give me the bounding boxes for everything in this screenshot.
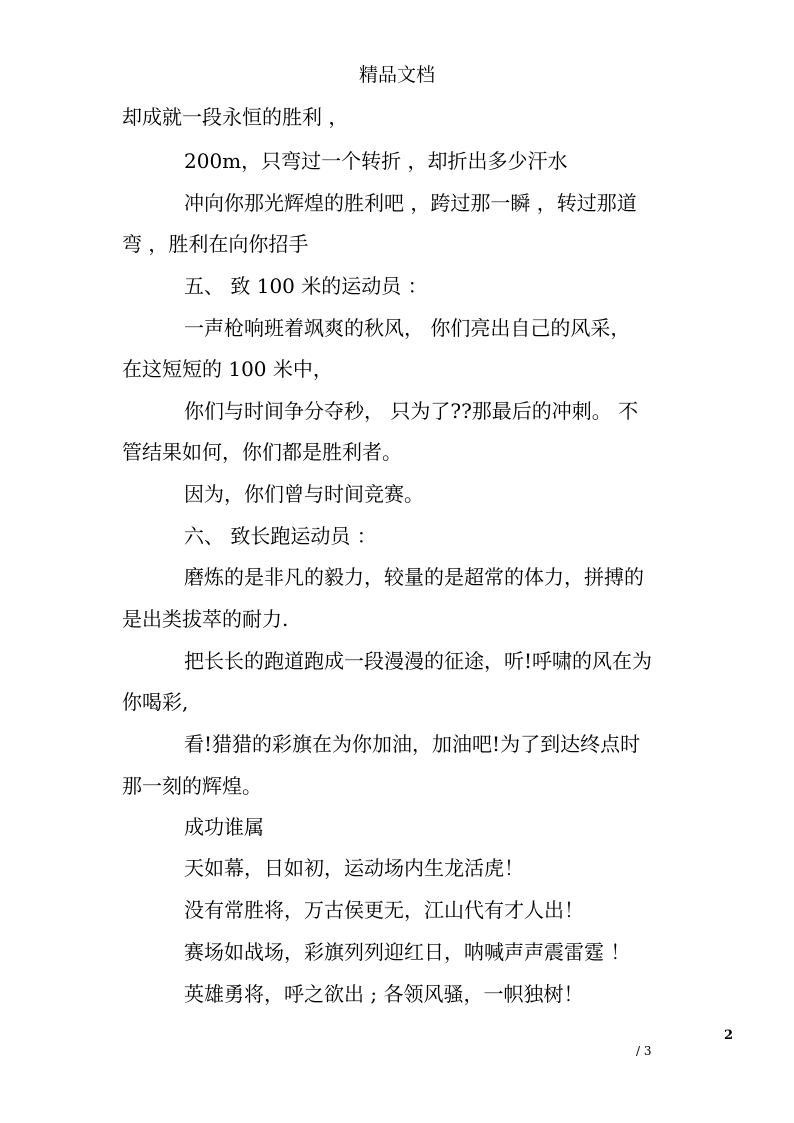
text-line: 在这短短的 100 米中， bbox=[122, 357, 333, 381]
text-line: 管结果如何，你们都是胜利者。 bbox=[122, 440, 402, 464]
text-line: 弯 ，胜利在向你招手 bbox=[122, 232, 309, 256]
section-heading: 五、 致 100 米的运动员 ： bbox=[184, 274, 428, 298]
text-line: 磨炼的是非凡的毅力，较量的是超常的体力，拼搏的 bbox=[184, 565, 644, 589]
poem-line: 英雄勇将，呼之欲出 ; 各领风骚，一帜独树！ bbox=[184, 982, 584, 1006]
page-number: 2 bbox=[724, 1028, 734, 1043]
page-total: / 3 bbox=[636, 1044, 652, 1058]
text-line: 却成就一段永恒的胜利 ， bbox=[122, 105, 349, 129]
text-line: 你喝彩, bbox=[122, 690, 189, 714]
poem-title: 成功谁属 bbox=[184, 815, 264, 839]
text-line: 冲向你那光辉煌的胜利吧 ，跨过那一瞬 ，转过那道 bbox=[184, 191, 637, 215]
text-line: 一声枪响班着飒爽的秋风， 你们亮出自己的风采， bbox=[184, 316, 631, 340]
text-line: 那一刻的辉煌。 bbox=[122, 774, 262, 798]
text-line: 是出类拔萃的耐力. bbox=[122, 607, 289, 631]
text-line: 把长长的跑道跑成一段漫漫的征途，听!呼啸的风在为 bbox=[184, 649, 653, 673]
text-line: 看!猎猎的彩旗在为你加油，加油吧!为了到达终点时 bbox=[184, 732, 641, 756]
document-header: 精品文档 bbox=[358, 64, 435, 86]
poem-line: 没有常胜将，万古侯更无，江山代有才人出！ bbox=[184, 898, 584, 922]
text-line: 200m，只弯过一个转折 ，却折出多少汗水 bbox=[184, 149, 568, 173]
section-heading: 六、 致长跑运动员 ： bbox=[184, 524, 377, 548]
text-line: 你们与时间争分夺秒， 只为了??那最后的冲刺。 不 bbox=[184, 399, 639, 423]
text-line: 因为，你们曾与时间竞赛。 bbox=[184, 482, 424, 506]
poem-line: 天如幕，日如初，运动场内生龙活虎！ bbox=[184, 856, 524, 880]
poem-line: 赛场如战场，彩旗列列迎红日，呐喊声声震雷霆 ！ bbox=[184, 940, 631, 964]
